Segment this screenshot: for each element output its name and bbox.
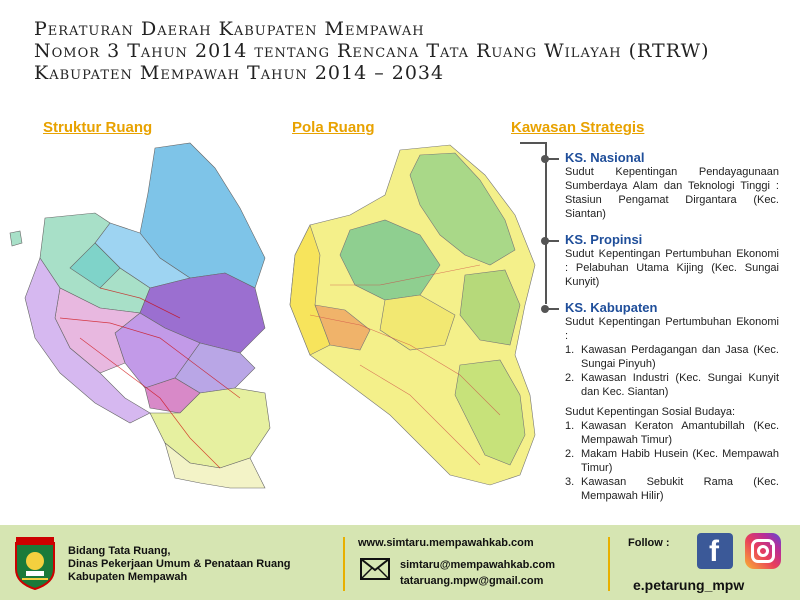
district-island	[10, 231, 22, 246]
ks-propinsi-title: KS. Propinsi	[565, 232, 643, 247]
divider	[608, 537, 610, 591]
kabupaten-logo	[12, 535, 58, 591]
list-item: 3. Kawasan Sebukit Rama (Kec. Mempawah Hilir)	[565, 476, 779, 502]
organization-name: Bidang Tata Ruang, Dinas Pekerjaan Umum & Penataan Ruang Kabupaten Mempawah	[68, 545, 291, 583]
title-line-2: Nomor 3 Tahun 2014 tentang Rencana Tata Ruang Wilayah (RTRW)	[34, 40, 710, 62]
sosial-budaya-heading: Sudut Kepentingan Sosial Budaya:	[565, 406, 736, 418]
instagram-icon[interactable]	[745, 533, 781, 569]
ks-kabupaten	[539, 300, 779, 503]
social-handle[interactable]: e.petarung_mpw	[633, 577, 745, 593]
email-link-2[interactable]: tataruang.mpw@gmail.com	[400, 575, 544, 587]
ks-propinsi-desc: Sudut Kepentingan Pertumbuhan Ekonomi : Pelabuhan Utama Kijing (Kec. Sungai Kunyit)	[565, 248, 779, 288]
struktur-ruang-link[interactable]: Struktur Ruang	[43, 119, 153, 136]
title-line-3: Kabupaten Mempawah Tahun 2014 – 2034	[34, 62, 445, 84]
mail-icon	[360, 558, 390, 580]
ks-nasional-desc: Sudut Kepentingan Pendayagunaan Sumberdaya Alam dan Teknologi Tinggi : Stasiun Pengamat Dirgantara (Kec. Siantan)	[565, 166, 779, 220]
list-item: 2. Kawasan Industri (Kec. Sungai Kunyit dan Kec. Siantan)	[565, 372, 779, 398]
facebook-icon[interactable]: f	[697, 533, 733, 569]
kawasan-strategis-link[interactable]: Kawasan Strategis	[511, 119, 645, 136]
tree-connector-top	[520, 142, 547, 144]
divider	[343, 537, 345, 591]
email-link-1[interactable]: simtaru@mempawahkab.com	[400, 559, 555, 571]
list-item: 2. Makam Habib Husein (Kec. Mempawah Timur)	[565, 448, 779, 474]
ekonomi-list	[565, 343, 779, 399]
ks-nasional-title: KS. Nasional	[565, 150, 645, 165]
pola-ruang-link[interactable]: Pola Ruang	[292, 119, 375, 136]
struktur-ruang-map	[0, 138, 290, 498]
ks-propinsi	[539, 232, 779, 289]
ks-kabupaten-title: KS. Kabupaten	[565, 300, 658, 315]
footer-bar	[0, 525, 800, 600]
page-title	[34, 18, 774, 84]
list-item: 1. Kawasan Keraton Amantubillah (Kec. Mempawah Timur)	[565, 420, 779, 446]
ks-nasional	[539, 150, 779, 221]
sosial-list	[565, 419, 779, 503]
list-item: 1. Kawasan Perdagangan dan Jasa (Kec. Sungai Pinyuh)	[565, 344, 779, 370]
website-link[interactable]: www.simtaru.mempawahkab.com	[358, 537, 534, 549]
title-line-1: Peraturan Daerah Kabupaten Mempawah	[34, 18, 425, 40]
follow-label: Follow :	[628, 537, 670, 549]
ks-kabupaten-desc: Sudut Kepentingan Pertumbuhan Ekonomi :	[565, 316, 779, 342]
pola-ruang-map	[270, 135, 540, 500]
